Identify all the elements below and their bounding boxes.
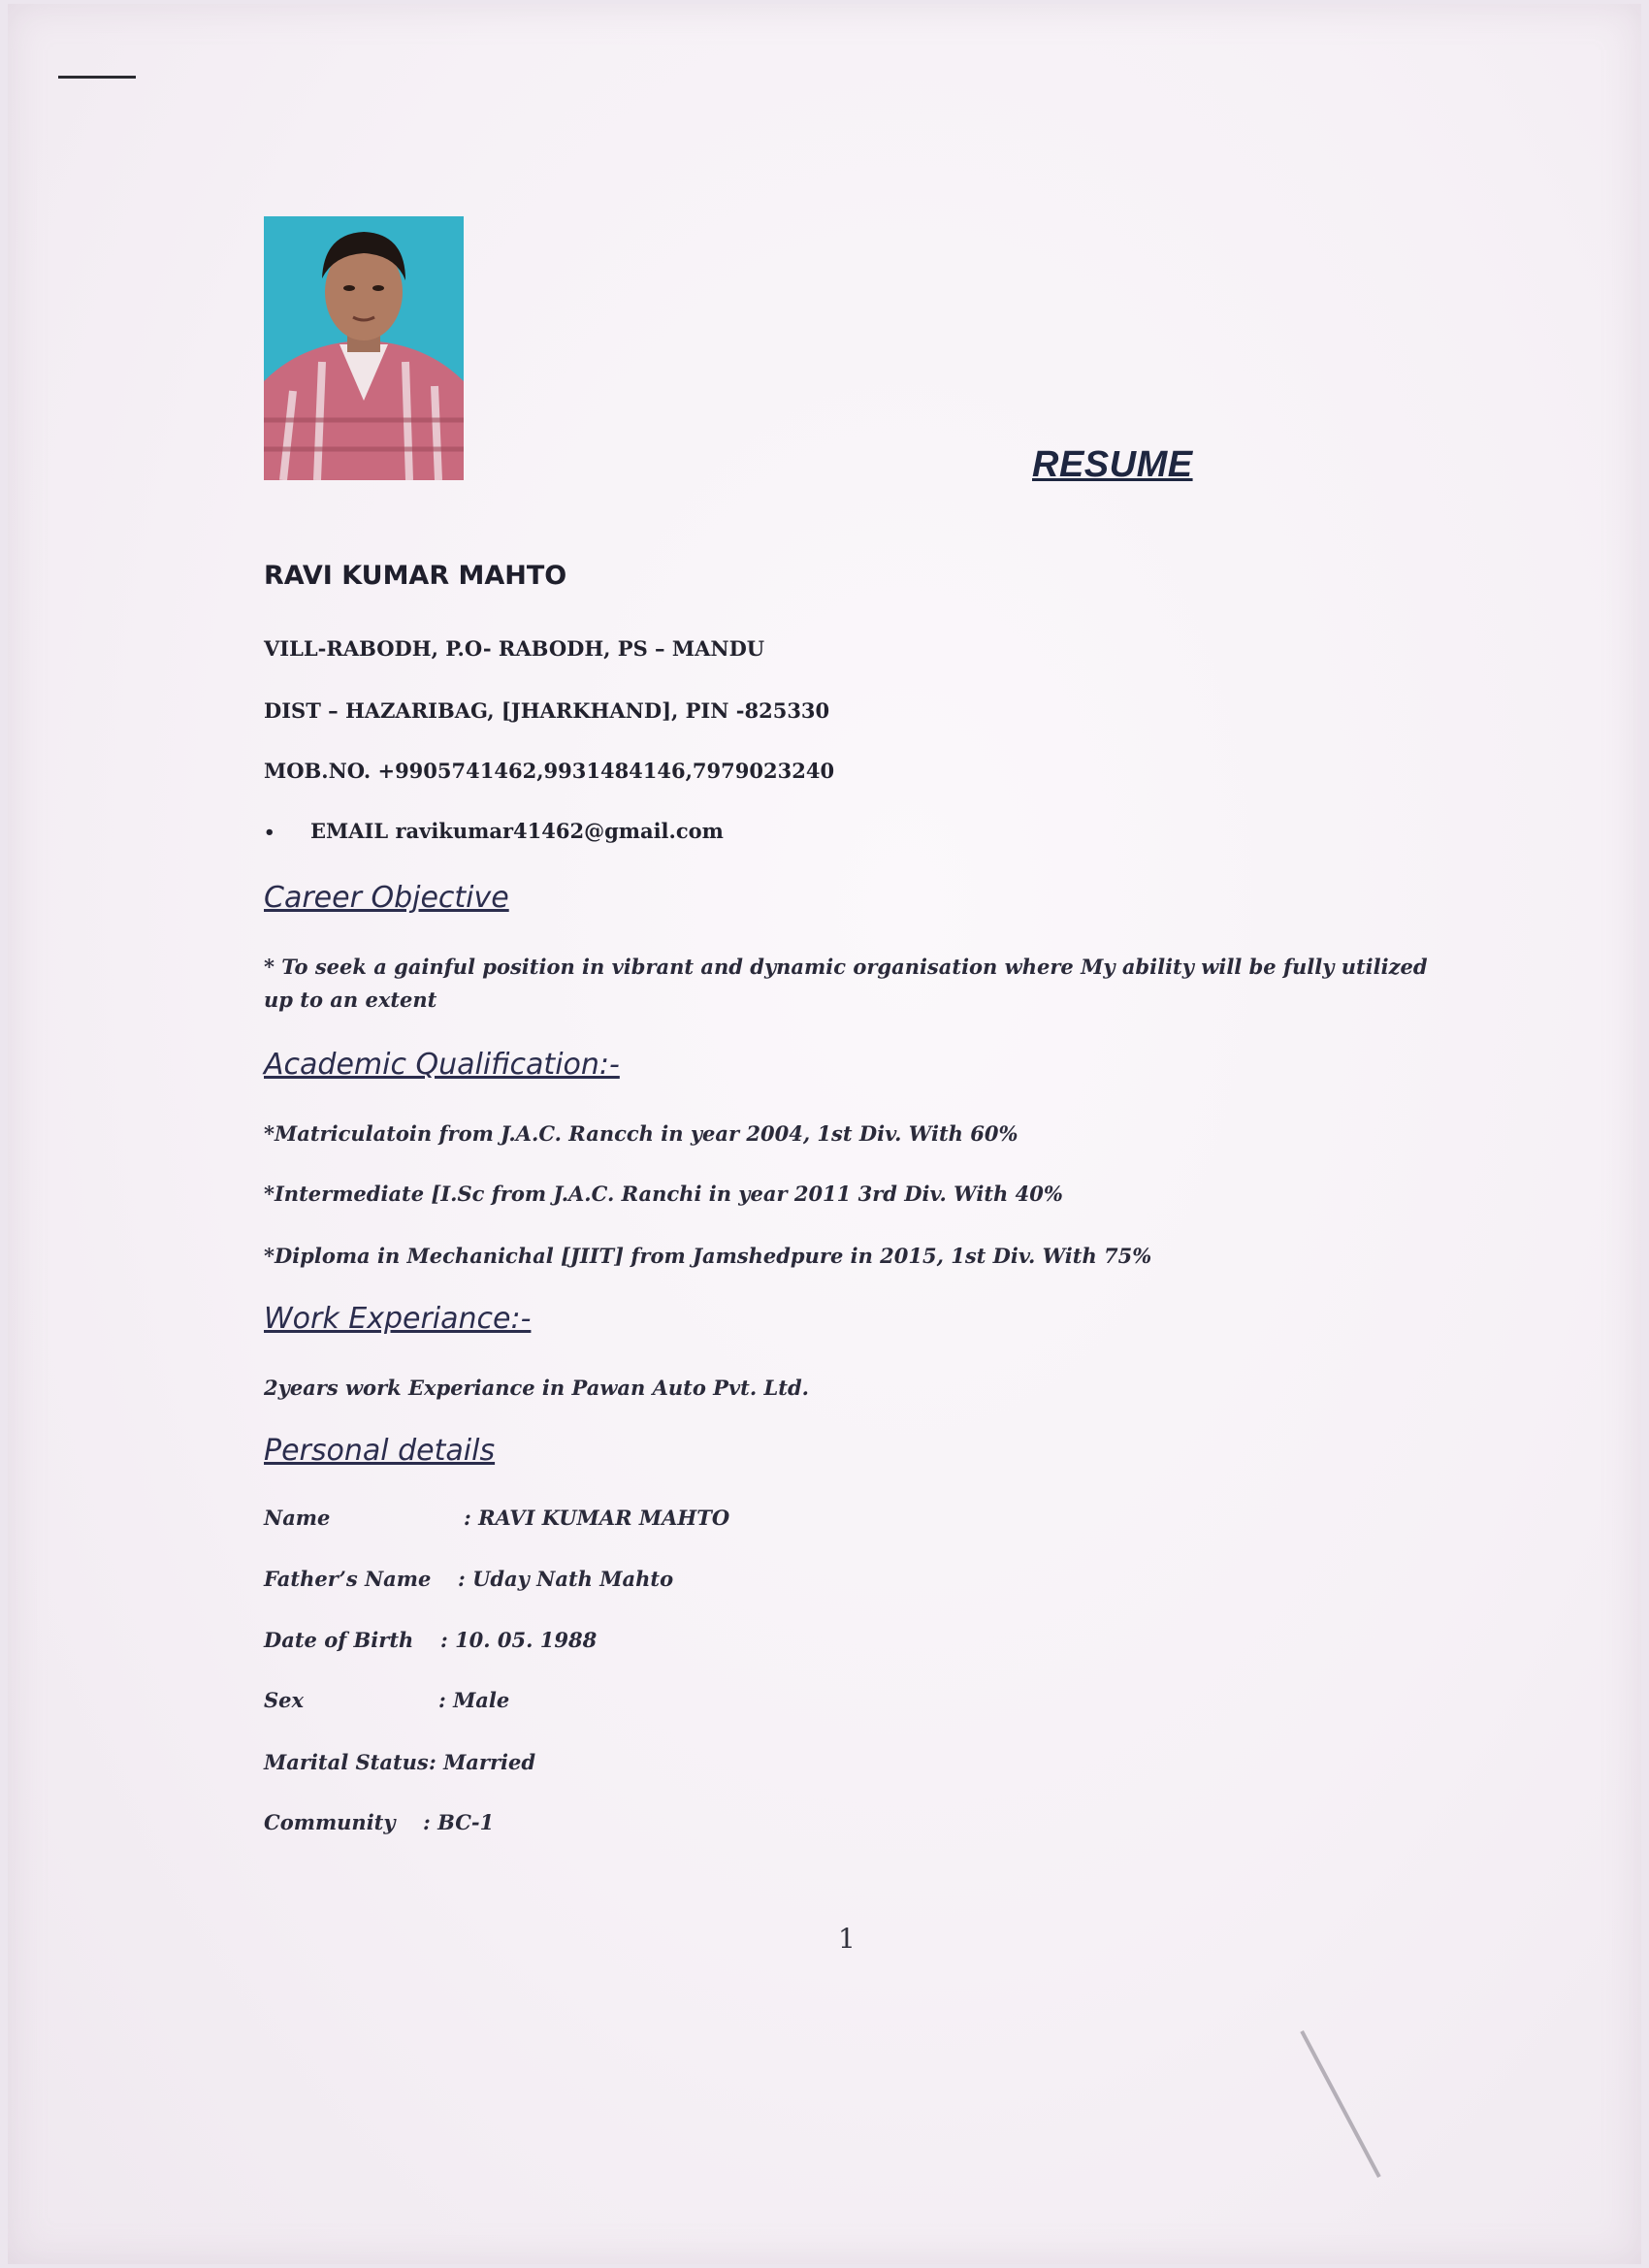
row-label: Sex xyxy=(264,1688,305,1712)
address-line-1: VILL-RABODH, P.O- RABODH, PS – MANDU xyxy=(264,636,765,661)
personal-row-father xyxy=(264,1567,674,1591)
bullet-icon: • xyxy=(264,823,275,843)
work-text: 2years work Experiance in Pawan Auto Pvt. Ltd. xyxy=(264,1376,809,1400)
personal-row-sex xyxy=(264,1688,510,1712)
row-value: : Married xyxy=(429,1750,536,1774)
career-objective-text: * To seek a gainful position in vibrant and dynamic organisation where My ability will be fully utilized up to an extent xyxy=(264,955,1428,1012)
row-label: Community xyxy=(264,1810,396,1834)
page-edge-mark xyxy=(58,76,136,79)
personal-row-dob xyxy=(264,1628,598,1652)
mobile-numbers: MOB.NO. +9905741462,9931484146,7979023240 xyxy=(264,759,835,783)
resume-page xyxy=(8,4,1641,2264)
row-value: : Uday Nath Mahto xyxy=(458,1567,674,1591)
page-number: 1 xyxy=(838,1923,856,1955)
academic-item-2: *Intermediate [I.Sc from J.A.C. Ranchi in year 2011 3rd Div. With 40% xyxy=(264,1182,1063,1206)
personal-row-marital xyxy=(264,1750,536,1774)
personal-row-community xyxy=(264,1810,495,1834)
profile-photo xyxy=(264,216,464,480)
career-objective-heading: Career Objective xyxy=(264,881,509,915)
row-value: : 10. 05. 1988 xyxy=(440,1628,598,1652)
row-label: Father’s Name xyxy=(264,1567,432,1591)
person-photo-icon xyxy=(264,216,464,480)
row-label: Name xyxy=(264,1506,331,1530)
academic-heading: Academic Qualification:- xyxy=(264,1048,620,1082)
candidate-name: RAVI KUMAR MAHTO xyxy=(264,561,567,591)
row-label: Date of Birth xyxy=(264,1628,414,1652)
academic-item-1: *Matriculatoin from J.A.C. Rancch in year 2004, 1st Div. With 60% xyxy=(264,1121,1018,1146)
address-line-2: DIST – HAZARIBAG, [JHARKHAND], PIN -825330 xyxy=(264,698,830,723)
row-label: Marital Status xyxy=(264,1750,429,1774)
email-text: EMAIL ravikumar41462@gmail.com xyxy=(310,819,724,843)
personal-heading: Personal details xyxy=(264,1434,496,1468)
paper-crease xyxy=(1300,2030,1380,2178)
email-line xyxy=(264,819,724,843)
academic-item-3: *Diploma in Mechanichal [JIIT] from Jamshedpure in 2015, 1st Div. With 75% xyxy=(264,1244,1152,1268)
work-heading: Work Experiance:- xyxy=(264,1302,532,1336)
row-value: : BC-1 xyxy=(423,1810,495,1834)
row-value: : Male xyxy=(438,1688,510,1712)
personal-row-name xyxy=(264,1506,730,1530)
row-value: : RAVI KUMAR MAHTO xyxy=(464,1506,730,1530)
resume-title: RESUME xyxy=(1032,444,1193,485)
